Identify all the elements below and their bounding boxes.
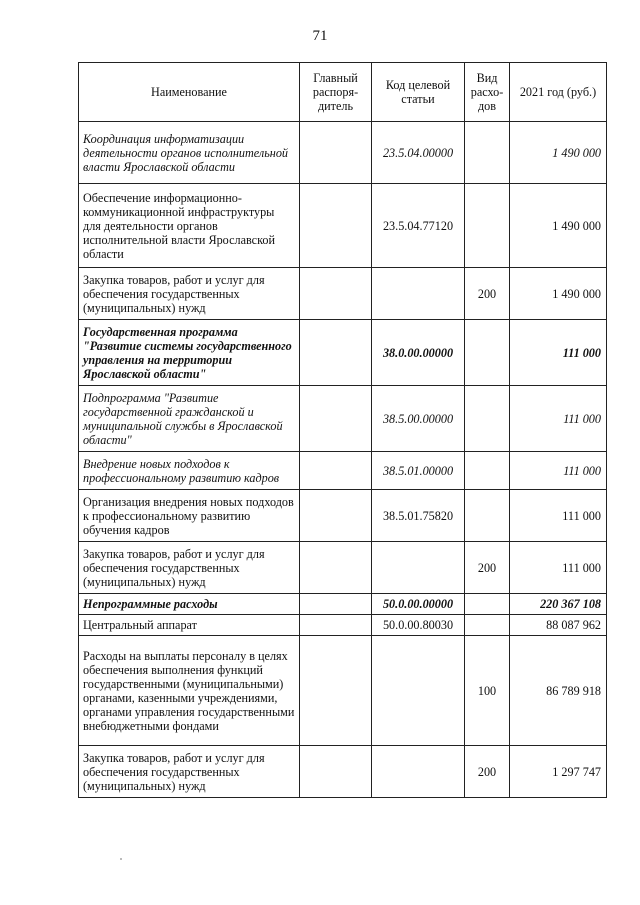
row-admin-cell bbox=[300, 386, 372, 452]
row-name-cell: Расходы на выплаты персоналу в целях обеспечения выполнения функций государственными (муниципальными) органами, казенными учреждениями, органами управления государственными внебюджетными фондами bbox=[79, 636, 300, 746]
scan-speck bbox=[120, 858, 122, 860]
row-type-cell: 200 bbox=[465, 542, 510, 594]
row-sum-cell: 1 297 747 bbox=[510, 746, 607, 798]
row-admin-cell bbox=[300, 452, 372, 490]
row-name-cell: Центральный аппарат bbox=[79, 615, 300, 636]
row-admin-cell bbox=[300, 184, 372, 268]
row-admin-cell bbox=[300, 636, 372, 746]
row-code-cell: 38.0.00.00000 bbox=[372, 320, 465, 386]
row-sum-cell: 88 087 962 bbox=[510, 615, 607, 636]
row-type-cell bbox=[465, 122, 510, 184]
row-sum-cell: 111 000 bbox=[510, 542, 607, 594]
row-name-cell: Закупка товаров, работ и услуг для обеспечения государственных (муниципальных) нужд bbox=[79, 268, 300, 320]
row-name-cell: Организация внедрения новых подходов к профессиональному развитию обучения кадров bbox=[79, 490, 300, 542]
row-type-cell bbox=[465, 320, 510, 386]
table-row bbox=[79, 122, 607, 184]
page-number: 71 bbox=[312, 28, 328, 44]
row-admin-cell bbox=[300, 746, 372, 798]
row-type-cell: 100 bbox=[465, 636, 510, 746]
row-code-cell bbox=[372, 268, 465, 320]
row-code-cell: 38.5.01.75820 bbox=[372, 490, 465, 542]
row-name-cell: Непрограммные расходы bbox=[79, 594, 300, 615]
row-sum-cell: 1 490 000 bbox=[510, 268, 607, 320]
row-name-cell: Закупка товаров, работ и услуг для обеспечения государственных (муниципальных) нужд bbox=[79, 746, 300, 798]
row-admin-cell bbox=[300, 490, 372, 542]
row-type-cell bbox=[465, 615, 510, 636]
row-type-cell bbox=[465, 594, 510, 615]
row-sum-cell: 111 000 bbox=[510, 320, 607, 386]
header-type: Вид расхо-дов bbox=[465, 63, 510, 122]
row-admin-cell bbox=[300, 594, 372, 615]
table-row bbox=[79, 636, 607, 746]
row-name-cell: Обеспечение информационно-коммуникационной инфраструктуры для деятельности органов исполнительной власти Ярославской области bbox=[79, 184, 300, 268]
table-row bbox=[79, 452, 607, 490]
row-type-cell: 200 bbox=[465, 746, 510, 798]
row-code-cell bbox=[372, 542, 465, 594]
row-type-cell bbox=[465, 452, 510, 490]
row-admin-cell bbox=[300, 268, 372, 320]
row-sum-cell: 111 000 bbox=[510, 452, 607, 490]
row-code-cell: 38.5.00.00000 bbox=[372, 386, 465, 452]
budget-table bbox=[78, 62, 607, 798]
header-code: Код целевой статьи bbox=[372, 63, 465, 122]
table-body bbox=[79, 122, 607, 798]
table-row bbox=[79, 490, 607, 542]
header-admin: Главный распоря-дитель bbox=[300, 63, 372, 122]
table-row bbox=[79, 542, 607, 594]
row-sum-cell: 111 000 bbox=[510, 386, 607, 452]
row-admin-cell bbox=[300, 122, 372, 184]
row-name-cell: Координация информатизации деятельности органов исполнительной власти Ярославской области bbox=[79, 122, 300, 184]
row-code-cell: 50.0.00.80030 bbox=[372, 615, 465, 636]
row-code-cell: 38.5.01.00000 bbox=[372, 452, 465, 490]
table-row bbox=[79, 268, 607, 320]
row-name-cell: Государственная программа "Развитие системы государственного управления на территории Ярославской области" bbox=[79, 320, 300, 386]
row-code-cell bbox=[372, 746, 465, 798]
row-sum-cell: 86 789 918 bbox=[510, 636, 607, 746]
table-row bbox=[79, 746, 607, 798]
row-code-cell bbox=[372, 636, 465, 746]
row-type-cell: 200 bbox=[465, 268, 510, 320]
row-sum-cell: 220 367 108 bbox=[510, 594, 607, 615]
row-sum-cell: 1 490 000 bbox=[510, 122, 607, 184]
row-admin-cell bbox=[300, 542, 372, 594]
table-row bbox=[79, 184, 607, 268]
row-code-cell: 23.5.04.77120 bbox=[372, 184, 465, 268]
row-admin-cell bbox=[300, 615, 372, 636]
table-header-row bbox=[79, 63, 607, 122]
row-name-cell: Закупка товаров, работ и услуг для обеспечения государственных (муниципальных) нужд bbox=[79, 542, 300, 594]
table-row bbox=[79, 615, 607, 636]
table-row bbox=[79, 320, 607, 386]
table-row bbox=[79, 386, 607, 452]
row-code-cell: 23.5.04.00000 bbox=[372, 122, 465, 184]
row-admin-cell bbox=[300, 320, 372, 386]
row-name-cell: Внедрение новых подходов к профессиональному развитию кадров bbox=[79, 452, 300, 490]
header-sum: 2021 год (руб.) bbox=[510, 63, 607, 122]
row-type-cell bbox=[465, 184, 510, 268]
row-type-cell bbox=[465, 490, 510, 542]
row-sum-cell: 1 490 000 bbox=[510, 184, 607, 268]
row-code-cell: 50.0.00.00000 bbox=[372, 594, 465, 615]
row-name-cell: Подпрограмма "Развитие государственной гражданской и муниципальной службы в Ярославской области" bbox=[79, 386, 300, 452]
row-sum-cell: 111 000 bbox=[510, 490, 607, 542]
table-row bbox=[79, 594, 607, 615]
header-name: Наименование bbox=[79, 63, 300, 122]
row-type-cell bbox=[465, 386, 510, 452]
